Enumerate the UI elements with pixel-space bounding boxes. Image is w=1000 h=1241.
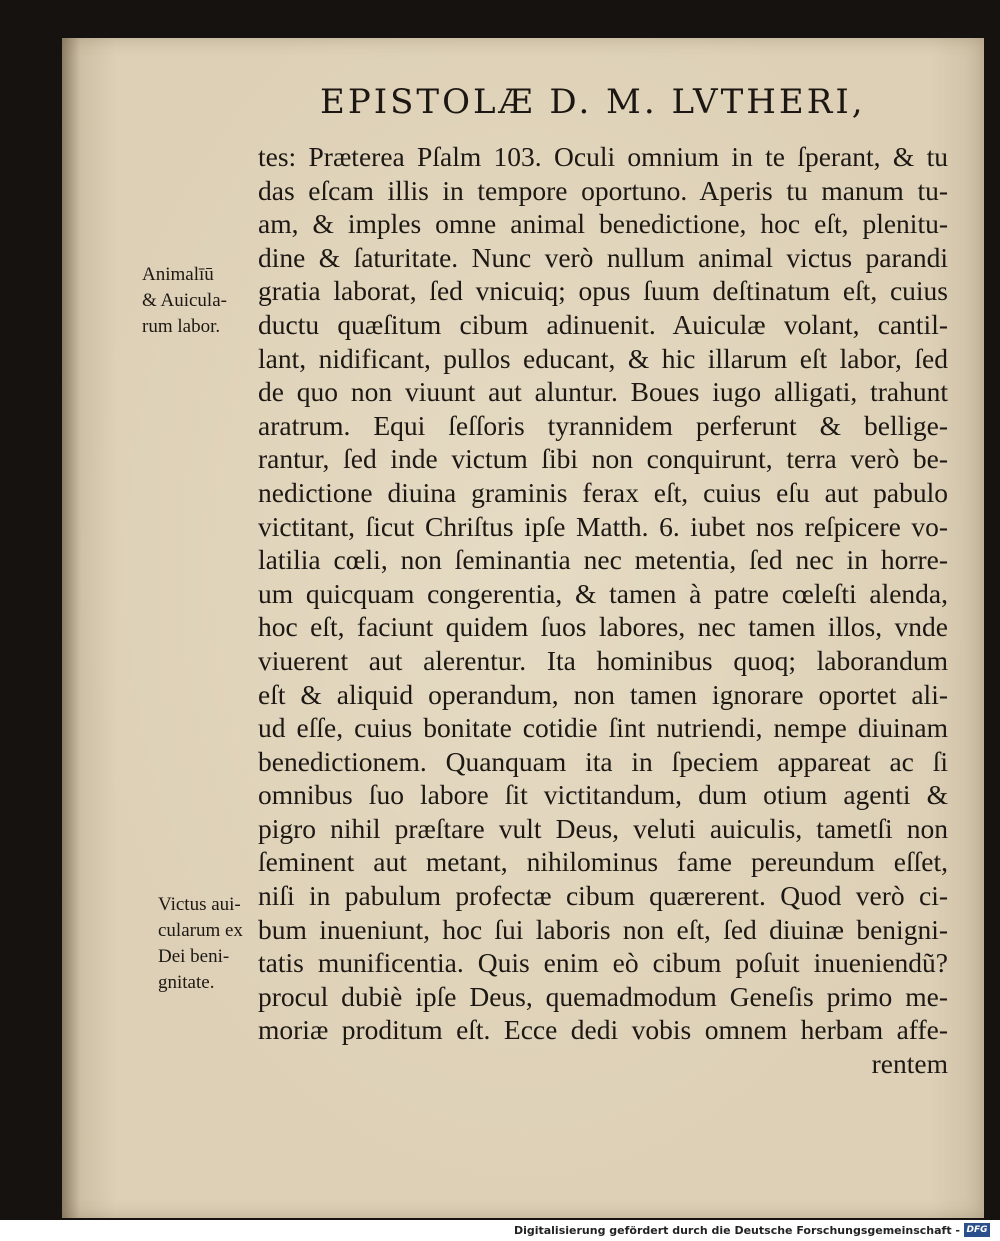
text-line: ductu quæſitum cibum adinuenit. Auiculæ volant, cantil- [258, 308, 948, 340]
funding-credit: Digitalisierung gefördert durch die Deutsche Forschungsgemeinschaft - [513, 1224, 960, 1237]
text-line: nedictione diuina graminis ferax eſt, cuius eſu aut pabulo [258, 476, 948, 508]
text-line: eſt & aliquid operandum, non tamen ignorare oportet ali- [258, 678, 948, 710]
body-text [258, 140, 948, 1081]
text-line: latilia cœli, non ſeminantia nec metentia, ſed nec in horre- [258, 544, 948, 576]
text-line: rantur, ſed inde victum ſibi non conquirunt, terra verò be- [258, 443, 948, 475]
margin-note-line: & Auicula- [142, 290, 227, 311]
text-line: viuerent aut alerentur. Ita hominibus quoq; laborandum [258, 644, 948, 676]
margin-note-line: rum labor. [142, 316, 221, 337]
page-gutter-shadow [62, 38, 80, 1218]
text-line: niſi in pabulum profectæ cibum quærerent. Quod verò ci- [258, 880, 948, 912]
text-line: pigro nihil præſtare vult Deus, veluti auiculis, tametſi non [258, 812, 948, 844]
text-line: victitant, ſicut Chriſtus ipſe Matth. 6. iubet nos reſpicere vo- [258, 510, 948, 542]
text-line: benedictionem. Quanquam ita in ſpeciem appareat ac ſi [258, 745, 948, 777]
text-line: procul dubiè ipſe Deus, quemadmodum Geneſis primo me- [258, 980, 948, 1012]
text-line: um quicquam congerentia, & tamen à patre cœleſti alenda, [258, 577, 948, 609]
margin-note-animal-labor [142, 262, 227, 340]
text-line: lant, nidificant, pullos educant, & hic illarum eſt labor, ſed [258, 342, 948, 374]
text-line: am, & imples omne animal benedictione, hoc eſt, plenitu- [258, 208, 948, 240]
margin-note-line: cularum ex [158, 920, 243, 941]
margin-note-line: Animalīū [142, 264, 214, 285]
text-line: hoc eſt, faciunt quidem ſuos labores, nec tamen illos, vnde [258, 611, 948, 643]
text-line: bum inueniunt, hoc ſui laboris non eſt, ſed diuinæ benigni- [258, 913, 948, 945]
margin-note-victus [158, 892, 243, 996]
text-line: ud eſſe, cuius bonitate cotidie ſint nutriendi, nempe diuinam [258, 712, 948, 744]
margin-note-line: gnitate. [158, 972, 215, 993]
text-line: ſeminent aut metant, nihilominus fame pereundum eſſet, [258, 846, 948, 878]
text-line: das eſcam illis in tempore oportuno. Aperis tu manum tu- [258, 174, 948, 206]
text-line: tes: Præterea Pſalm 103. Oculi omnium in te ſperant, & tu [258, 141, 948, 172]
text-line: tatis munificentia. Quis enim eò cibum poſuit inueniendũ? [258, 947, 948, 979]
text-line: gratia laborat, ſed vnicuiq; opus ſuum deſtinatum eſt, cuius [258, 275, 948, 307]
catchword: rentem [871, 1048, 948, 1080]
text-line: omnibus ſuo labore ſit victitandum, dum otium agenti & [258, 779, 948, 811]
margin-note-line: Victus aui- [158, 894, 241, 915]
dfg-logo-icon: DFG [964, 1223, 990, 1237]
text-line: de quo non viuunt aut aluntur. Boues iugo alligati, trahunt [258, 376, 948, 408]
text-line: aratrum. Equi ſeſſoris tyrannidem perferunt & bellige- [258, 409, 948, 441]
margin-note-line: Dei beni- [158, 946, 230, 967]
running-head: EPISTOLÆ D. M. LVTHERI, [320, 82, 866, 122]
text-line: moriæ proditum eſt. Ecce dedi vobis omnem herbam affe- [258, 1014, 948, 1046]
text-line: dine & ſaturitate. Nunc verò nullum animal victus parandi [258, 241, 948, 273]
